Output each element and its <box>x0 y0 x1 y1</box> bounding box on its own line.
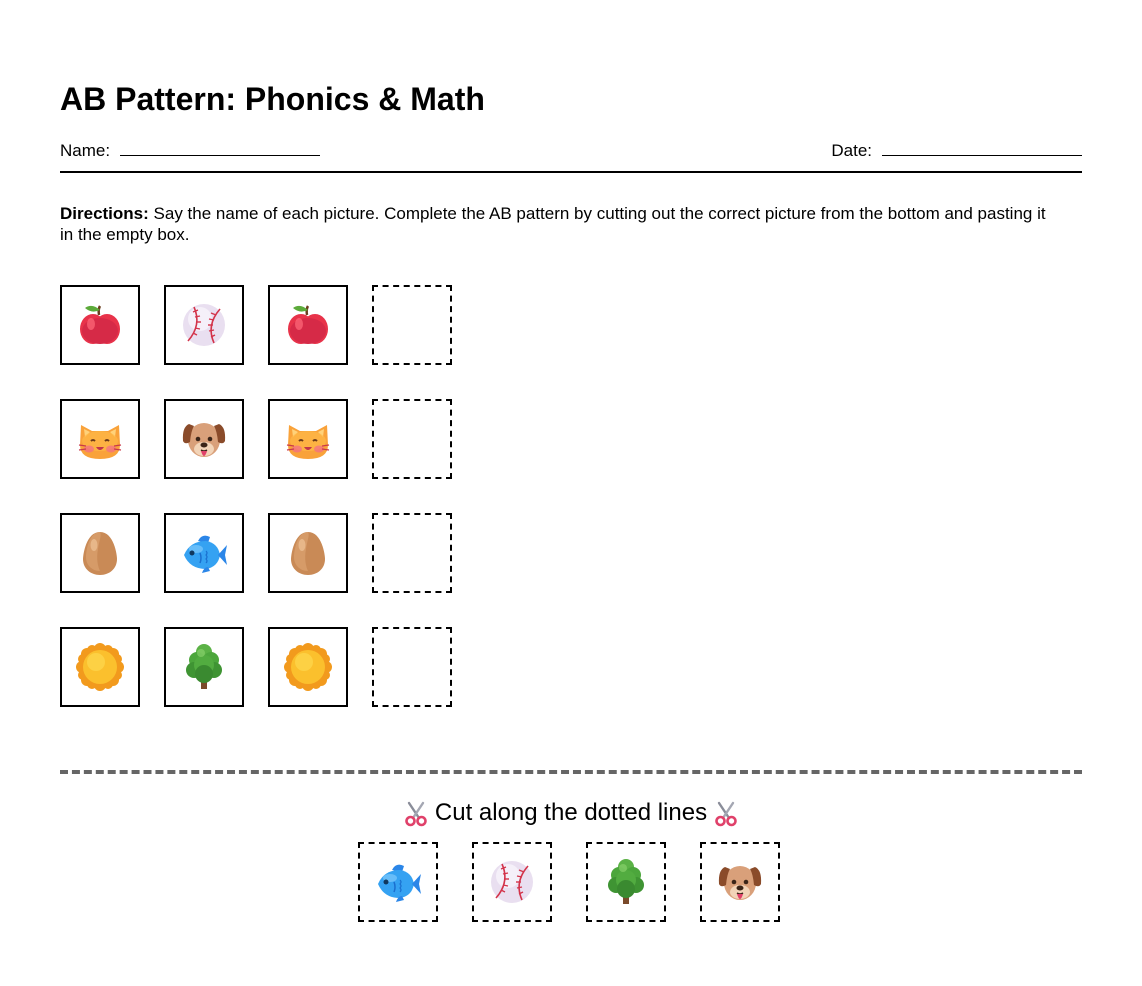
picture-box <box>60 513 140 593</box>
picture-box <box>164 513 244 593</box>
answer-blank-box[interactable] <box>372 627 452 707</box>
sun-icon <box>284 643 332 691</box>
picture-box <box>60 285 140 365</box>
picture-box <box>60 399 140 479</box>
picture-box <box>164 399 244 479</box>
cut-caption-text: Cut along the dotted lines <box>434 799 708 826</box>
directions-text: Say the name of each picture. Complete the AB pattern by cutting out the correct picture from the bottom and pasting it in the empty box. <box>60 204 1046 244</box>
picture-box <box>60 627 140 707</box>
picture-box <box>268 627 348 707</box>
cut-dotted-line <box>60 770 1082 774</box>
baseball-icon <box>180 301 228 349</box>
cat-icon <box>284 415 332 463</box>
scissors-icon <box>403 801 429 827</box>
egg-icon <box>76 529 124 577</box>
name-blank-line[interactable] <box>120 155 320 156</box>
picture-box <box>268 513 348 593</box>
cutout-piece[interactable] <box>700 842 780 922</box>
date-field <box>831 139 1082 161</box>
page-title: AB Pattern: Phonics & Math <box>60 81 485 117</box>
name-field <box>60 139 320 161</box>
cutout-piece[interactable] <box>586 842 666 922</box>
directions <box>60 203 1060 245</box>
picture-box <box>268 285 348 365</box>
name-label: Name: <box>60 141 111 160</box>
fish-icon <box>374 858 422 906</box>
apple-icon <box>284 301 332 349</box>
tree-icon <box>602 858 650 906</box>
picture-box <box>164 285 244 365</box>
dog-icon <box>180 415 228 463</box>
directions-label: Directions: <box>60 204 149 223</box>
picture-box <box>268 399 348 479</box>
cat-icon <box>76 415 124 463</box>
cutout-piece[interactable] <box>358 842 438 922</box>
answer-blank-box[interactable] <box>372 399 452 479</box>
answer-blank-box[interactable] <box>372 285 452 365</box>
date-label: Date: <box>831 141 872 160</box>
sun-icon <box>76 643 124 691</box>
cut-caption <box>60 799 1082 827</box>
fish-icon <box>180 529 228 577</box>
picture-box <box>164 627 244 707</box>
cutout-piece[interactable] <box>472 842 552 922</box>
baseball-icon <box>488 858 536 906</box>
egg-icon <box>284 529 332 577</box>
date-blank-line[interactable] <box>882 155 1082 156</box>
dog-icon <box>716 858 764 906</box>
answer-blank-box[interactable] <box>372 513 452 593</box>
header-divider <box>60 171 1082 173</box>
apple-icon <box>76 301 124 349</box>
scissors-icon <box>713 801 739 827</box>
tree-icon <box>180 643 228 691</box>
